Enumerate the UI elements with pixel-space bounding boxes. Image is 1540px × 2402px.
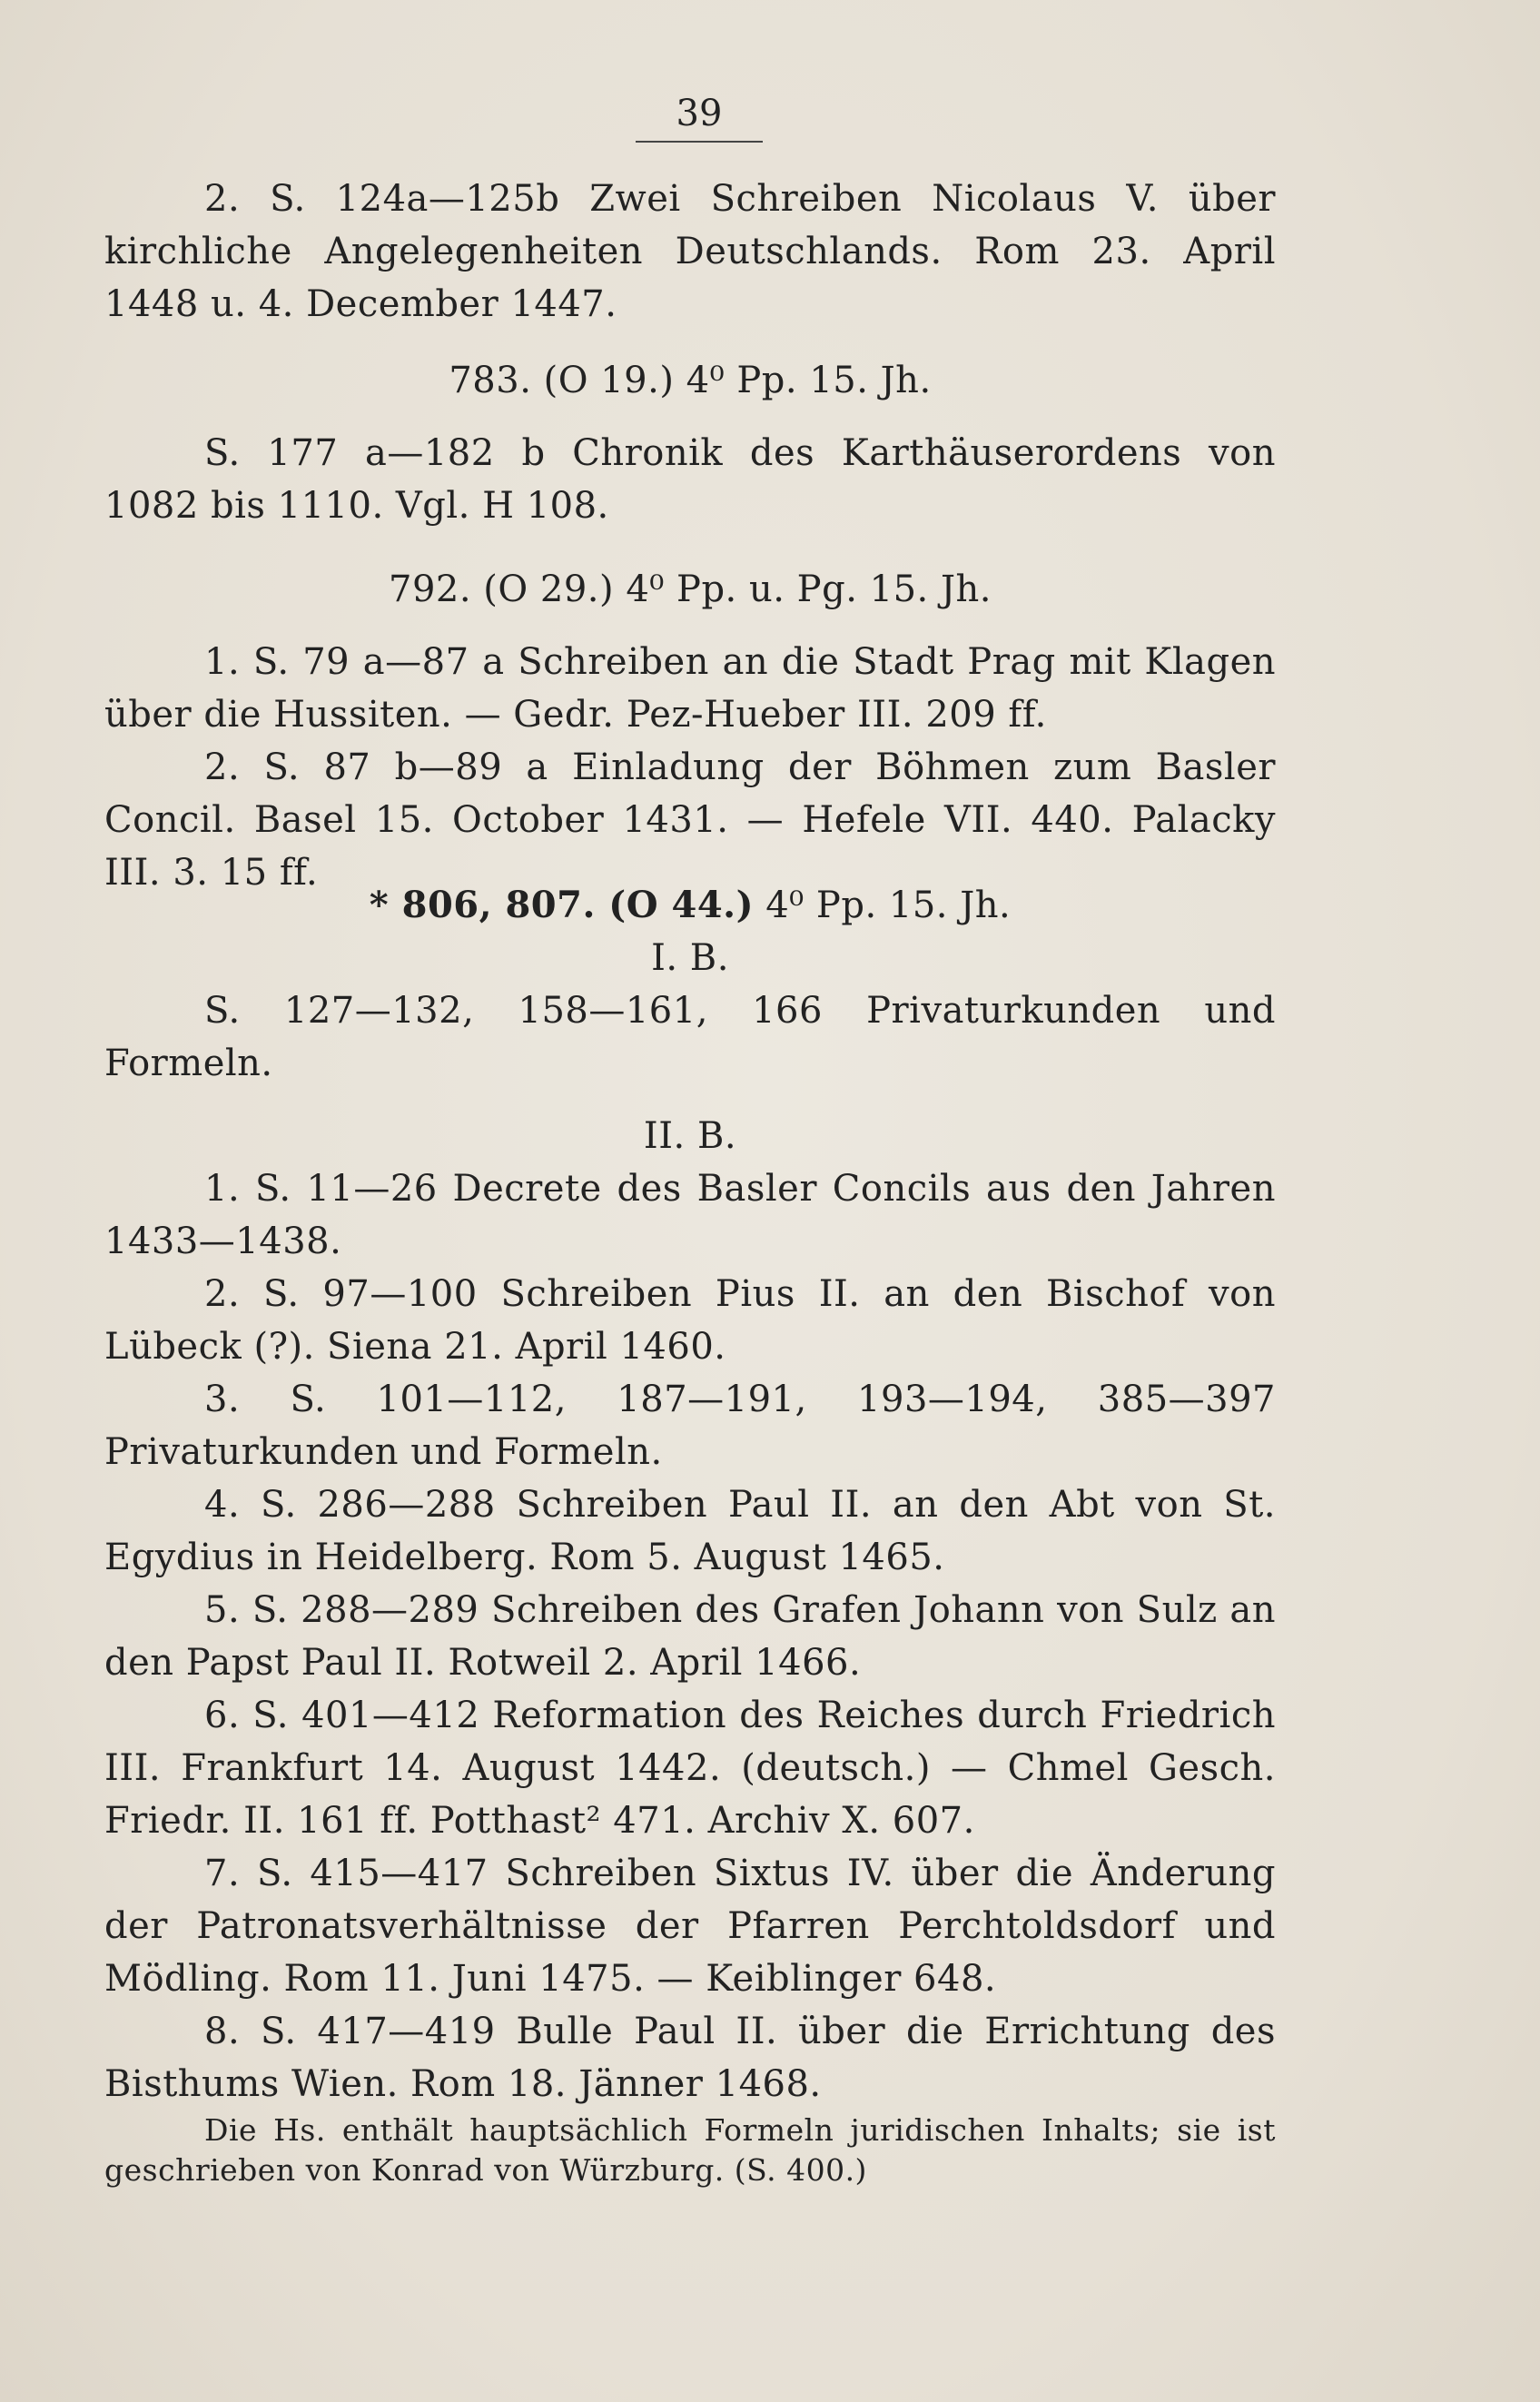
entry-paragraph: 2. S. 87 b—89 a Einladung der Böhmen zum Basler Concil. Basel 15. October 1431. — Hefele VII. 440. Palacky III. 3. 15 ff. — [104, 746, 1276, 894]
entry-paragraph: S. 177 a—182 b Chronik des Karthäuserordens von 1082 bis 1110. Vgl. H 108. — [104, 432, 1276, 527]
entry-806-block — [104, 879, 1276, 2190]
entry-792-block — [104, 563, 1276, 899]
page-number: 39 — [676, 93, 723, 134]
page-number-rule — [636, 141, 763, 143]
entry-heading-806-rest: 4⁰ Pp. 15. Jh. — [754, 885, 1012, 926]
entry-paragraph: 2. S. 97—100 Schreiben Pius II. an den Bischof von Lübeck (?). Siena 21. April 1460. — [104, 1273, 1276, 1368]
entry-heading-792: 792. (O 29.) 4⁰ Pp. u. Pg. 15. Jh. — [389, 568, 992, 610]
entry-paragraph: 1. S. 11—26 Decrete des Basler Concils aus den Jahren 1433—1438. — [104, 1168, 1276, 1262]
entry-paragraph: 6. S. 401—412 Reformation des Reiches durch Friedrich III. Frankfurt 14. August 1442. (deutsch.) — Chmel Gesch. Friedr. II. 161 ff. Potthast² 471. Archiv X. 607. — [104, 1695, 1276, 1842]
entry-paragraph: S. 127—132, 158—161, 166 Privaturkunden und Formeln. — [104, 990, 1276, 1084]
entry-783-block — [104, 354, 1276, 532]
footnote-note: Die Hs. enthält hauptsächlich Formeln juridischen Inhalts; sie ist geschrieben von Konrad von Würzburg. (S. 400.) — [104, 2112, 1276, 2188]
entry-paragraph: 4. S. 286—288 Schreiben Paul II. an den Abt von St. Egydius in Heidelberg. Rom 5. August 1465. — [104, 1484, 1276, 1578]
entry-heading-806-bold: * 806, 807. (O 44.) — [369, 884, 755, 926]
entry-heading-806 — [104, 879, 1276, 932]
entry-heading-783: 783. (O 19.) 4⁰ Pp. 15. Jh. — [449, 360, 932, 401]
entry-paragraph: 1. S. 79 a—87 a Schreiben an die Stadt Prag mit Klagen über die Hussiten. — Gedr. Pez-Hueber III. 209 ff. — [104, 641, 1276, 736]
entry-paragraph: 3. S. 101—112, 187—191, 193—194, 385—397 Privaturkunden und Formeln. — [104, 1379, 1276, 1473]
section-heading-ib: I. B. — [651, 937, 729, 979]
entry-paragraph: 7. S. 415—417 Schreiben Sixtus IV. über die Änderung der Patronatsverhältnisse der Pfarren Perchtoldsdorf und Mödling. Rom 11. Juni 1475. — Keiblinger 648. — [104, 1853, 1276, 2000]
entry-paragraph: 8. S. 417—419 Bulle Paul II. über die Errichtung des Bisthums Wien. Rom 18. Jänner 1468. — [104, 2011, 1276, 2105]
entry-paragraph: 2. S. 124a—125b Zwei Schreiben Nicolaus V. über kirchliche Angelegenheiten Deutschlands. Rom 23. April 1448 u. 4. December 1447. — [104, 178, 1276, 325]
section-heading-iib: II. B. — [643, 1115, 737, 1157]
entry-paragraph: 5. S. 288—289 Schreiben des Grafen Johann von Sulz an den Papst Paul II. Rotweil 2. April 1466. — [104, 1589, 1276, 1684]
entry-block-1 — [104, 173, 1276, 331]
